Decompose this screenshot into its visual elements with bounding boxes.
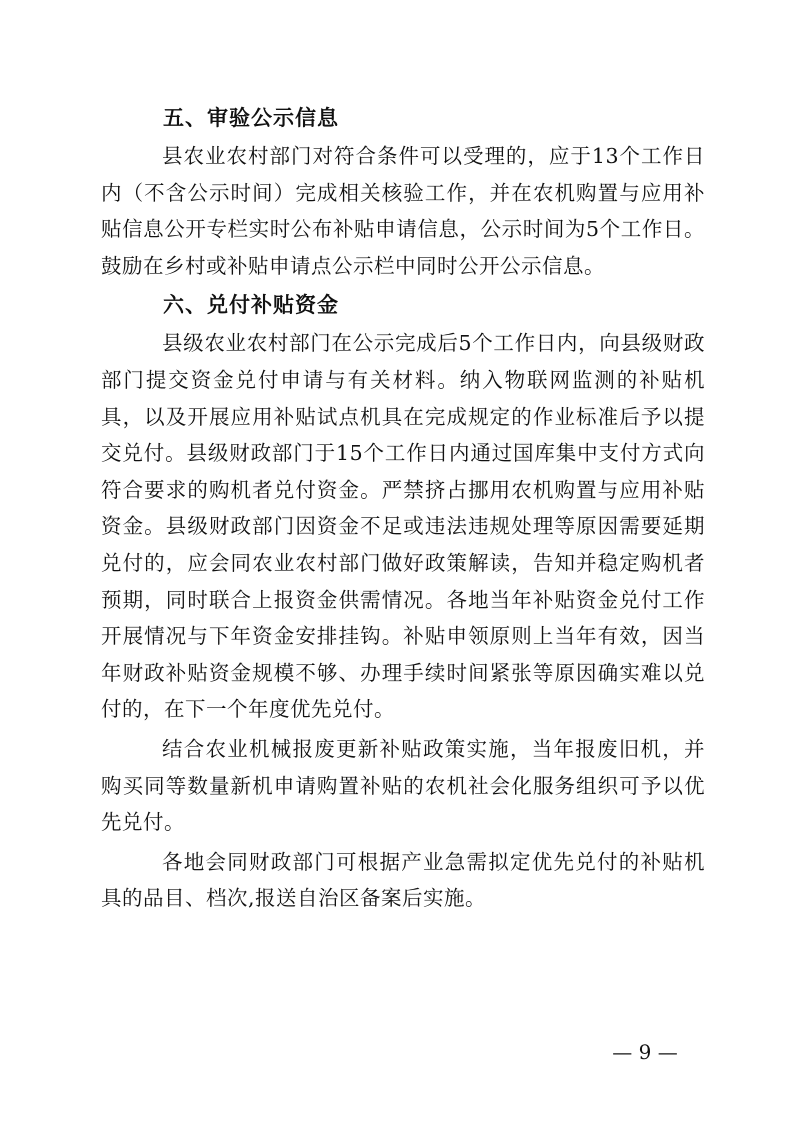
paragraph-review-publicity: 县农业农村部门对符合条件可以受理的，应于13个工作日内（不含公示时间）完成相关核验工作，并在农机购置与应用补贴信息公开专栏实时公布补贴申请信息，公示时间为5个工作日。鼓励在乡村或补贴申请点公示栏中同时公开公示信息。 [101,144,705,278]
paragraph-scrap-renewal-priority: 结合农业机械报废更新补贴政策实施，当年报废旧机，并购买同等数量新机申请购置补贴的农机社会化服务组织可予以优先兑付。 [101,736,705,835]
section-heading-subsidy-payment: 六、兑付补贴资金 [163,293,339,318]
page-number: — 9 — [612,1040,678,1064]
document-body [101,100,705,920]
section-heading-review-publicity: 五、审验公示信息 [163,106,339,130]
paragraph-payment-procedure: 县级农业农村部门在公示完成后5个工作日内，向县级财政部门提交资金兑付申请与有关材料。纳入物联网监测的补贴机具，以及开展应用补贴试点机具在完成规定的作业标准后予以提交兑付。县级财政部门于15个工作日内通过国库集中支付方式向符合要求的购机者兑付资金。严禁挤占挪用农机购置与应用补贴资金。县级财政部门因资金不足或违法违规处理等原因需要延期兑付的，应会同农业农村部门做好政策解读，告知并稳定购机者预期，同时联合上报资金供需情况。各地当年补贴资金兑付工作开展情况与下年资金安排挂钩。补贴申领原则上当年有效，因当年财政补贴资金规模不够、办理手续时间紧张等原因确实难以兑付的，在下一个年度优先兑付。 [101,331,705,722]
paragraph-priority-catalog: 各地会同财政部门可根据产业急需拟定优先兑付的补贴机具的品目、档次,报送自治区备案后实施。 [101,849,705,911]
